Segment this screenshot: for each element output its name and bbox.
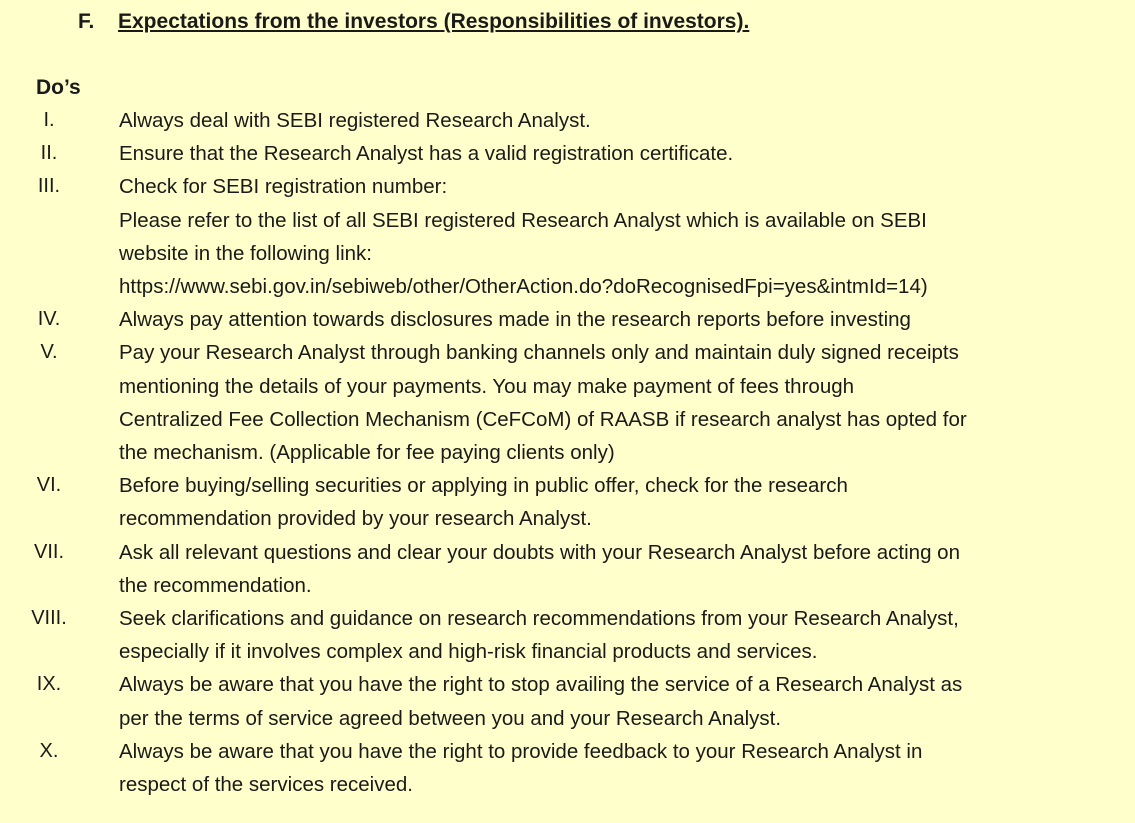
item-numeral: IV.	[37, 308, 61, 331]
item-text	[119, 735, 1089, 801]
item-numeral: III.	[37, 175, 61, 198]
item-text-line: Ask all relevant questions and clear your doubts with your Research Analyst before acting on	[119, 540, 960, 564]
item-text-line: https://www.sebi.gov.in/sebiweb/other/OtherAction.do?doRecognisedFpi=yes&intmId=14)	[119, 275, 928, 299]
list-item	[0, 303, 1135, 336]
item-text	[119, 602, 1089, 668]
list-item	[0, 536, 1135, 602]
item-numeral: II.	[40, 142, 58, 165]
item-text-line: Please refer to the list of all SEBI registered Research Analyst which is available on SEBI	[119, 208, 927, 232]
item-text-line: especially if it involves complex and high-risk financial products and services.	[119, 640, 818, 664]
item-text-line: per the terms of service agreed between you and your Research Analyst.	[119, 706, 782, 730]
list-item	[0, 104, 1135, 137]
item-text-line: Always deal with SEBI registered Research Analyst.	[119, 109, 591, 132]
item-text	[119, 668, 1089, 734]
item-text-line: Always be aware that you have the right to provide feedback to your Research Analyst in	[119, 739, 923, 763]
item-numeral: VII.	[33, 540, 64, 563]
item-text	[119, 137, 1089, 170]
item-text-line: Always be aware that you have the right to stop availing the service of a Research Analyst as	[119, 673, 963, 697]
item-text	[119, 303, 1089, 336]
item-numeral: VI.	[36, 474, 62, 497]
item-text-line: website in the following link:	[119, 241, 372, 265]
section-title: Expectations from the investors (Responsibilities of investors).	[118, 10, 750, 33]
item-text-line: recommendation provided by your research Analyst.	[119, 507, 592, 531]
item-text	[119, 170, 1089, 303]
item-text	[119, 104, 1089, 137]
section-letter: F.	[78, 10, 95, 33]
item-text-line: Seek clarifications and guidance on research recommendations from your Research Analyst,	[119, 607, 959, 631]
list-item	[0, 735, 1135, 801]
list-item	[0, 469, 1135, 535]
item-numeral: V.	[40, 341, 58, 364]
item-text	[119, 536, 1089, 602]
list-item	[0, 137, 1135, 170]
item-text-line: the mechanism. (Applicable for fee paying clients only)	[119, 441, 615, 465]
item-text	[119, 469, 1089, 535]
item-numeral: VIII.	[31, 607, 67, 630]
list-item	[0, 336, 1135, 469]
list-item	[0, 668, 1135, 734]
item-text	[119, 336, 1089, 469]
item-numeral: IX.	[36, 673, 62, 696]
item-text-line: Pay your Research Analyst through banking channels only and maintain duly signed receipts	[119, 341, 959, 365]
item-text-line: mentioning the details of your payments. You may make payment of fees through	[119, 374, 855, 398]
section-heading	[78, 8, 749, 36]
item-text-line: respect of the services received.	[119, 773, 413, 797]
dos-heading: Do’s	[36, 76, 81, 99]
item-numeral: X.	[39, 739, 59, 762]
item-text-line: Centralized Fee Collection Mechanism (CeFCoM) of RAASB if research analyst has opted for	[119, 407, 967, 431]
item-text-line: Check for SEBI registration number:	[119, 175, 448, 199]
item-text-line: Ensure that the Research Analyst has a valid registration certificate.	[119, 142, 734, 166]
list-item	[0, 602, 1135, 668]
dos-list	[0, 104, 1135, 801]
item-text-line: Always pay attention towards disclosures made in the research reports before investing	[119, 308, 911, 332]
item-numeral: I.	[43, 109, 55, 131]
list-item	[0, 170, 1135, 303]
item-text-line: the recommendation.	[119, 573, 312, 597]
item-text-line: Before buying/selling securities or applying in public offer, check for the research	[119, 474, 848, 498]
